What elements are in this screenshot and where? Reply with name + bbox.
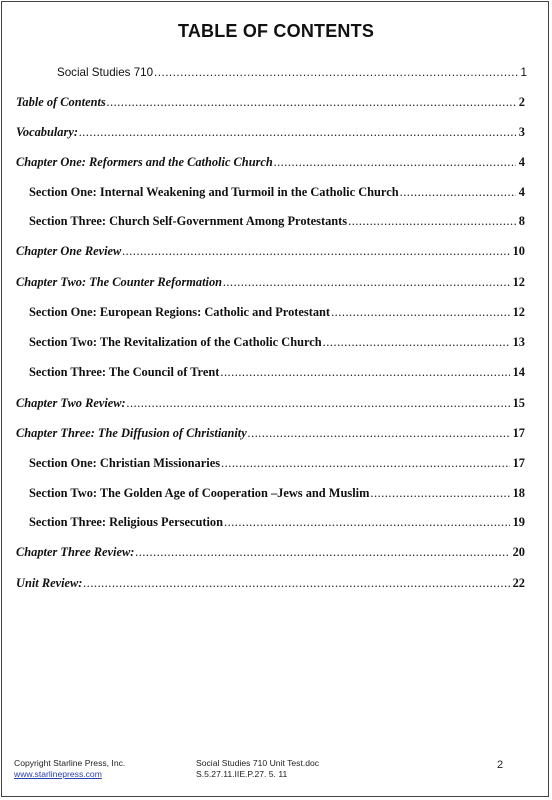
dot-leader (274, 155, 516, 170)
dot-leader (221, 456, 510, 471)
toc-entry-page: 14 (512, 365, 525, 379)
document-code: S.5.27.11.IIE.P.27. 5. 11 (196, 769, 288, 779)
toc-entry-page: 17 (512, 456, 525, 470)
toc-entry-page: 8 (518, 214, 525, 228)
toc-entry-page: 12 (512, 275, 525, 289)
toc-entry-label: Chapter Three: The Diffusion of Christianity (16, 426, 247, 440)
toc-entry-social-studies[interactable] (57, 65, 527, 80)
toc-entry-ch3-section-two[interactable] (29, 486, 525, 501)
toc-entry-ch3-section-one[interactable] (29, 456, 525, 471)
dot-leader (224, 515, 510, 530)
toc-entry-chapter-three[interactable] (16, 426, 525, 441)
toc-entry-label: Section Two: The Revitalization of the Catholic Church (29, 335, 322, 349)
toc-entry-label: Section One: Christian Missionaries (29, 456, 221, 470)
toc-entry-page: 4 (518, 185, 525, 199)
toc-entry-label: Section One: European Regions: Catholic and Protestant (29, 305, 331, 319)
dot-leader (323, 335, 510, 350)
dot-leader (79, 125, 516, 140)
toc-entry-page: 10 (512, 244, 525, 258)
toc-entry-page: 22 (512, 576, 525, 590)
toc-entry-page: 3 (518, 125, 525, 139)
toc-entry-page: 15 (512, 396, 525, 410)
toc-entry-page: 18 (512, 486, 525, 500)
dot-leader (400, 185, 516, 200)
toc-entry-page: 4 (518, 155, 525, 169)
toc-entry-page: 1 (520, 66, 527, 79)
toc-entry-vocabulary[interactable] (16, 125, 525, 140)
toc-entry-label: Social Studies 710 (57, 66, 154, 79)
toc-entry-ch2-section-three[interactable] (29, 365, 525, 380)
toc-entry-label: Section One: Internal Weakening and Turmoil in the Catholic Church (29, 185, 399, 199)
toc-entry-page: 13 (512, 335, 525, 349)
toc-entry-label: Chapter Two: The Counter Reformation (16, 275, 223, 289)
toc-entry-ch1-section-one[interactable] (29, 185, 525, 200)
toc-entry-chapter-two-review[interactable] (16, 396, 525, 411)
toc-entry-table-of-contents[interactable] (16, 95, 525, 110)
toc-entry-page: 2 (518, 95, 525, 109)
toc-entry-label: Chapter One: Reformers and the Catholic Church (16, 155, 273, 169)
toc-entry-page: 20 (512, 545, 525, 559)
toc-entry-label: Table of Contents (16, 95, 106, 109)
toc-entry-unit-review[interactable] (16, 576, 525, 591)
copyright-text: Copyright Starline Press, Inc. (14, 758, 126, 768)
footer-page-number: 2 (497, 759, 504, 771)
dot-leader (154, 65, 518, 80)
footer-copyright-block (14, 758, 125, 780)
dot-leader (248, 426, 510, 441)
dot-leader (127, 396, 510, 411)
dot-leader (223, 275, 510, 290)
toc-entry-chapter-one[interactable] (16, 155, 525, 170)
toc-entry-label: Section Two: The Golden Age of Cooperation –Jews and Muslim (29, 486, 370, 500)
toc-entry-ch2-section-two[interactable] (29, 335, 525, 350)
page-title: TABLE OF CONTENTS (177, 21, 375, 41)
toc-entry-ch2-section-one[interactable] (29, 305, 525, 320)
toc-entry-page: 19 (512, 515, 525, 529)
toc-entry-label: Chapter Three Review: (16, 545, 135, 559)
toc-entry-ch1-section-three[interactable] (29, 214, 525, 229)
toc-entry-label: Section Three: Religious Persecution (29, 515, 223, 529)
toc-entry-label: Vocabulary: (16, 125, 78, 139)
toc-entry-chapter-one-review[interactable] (16, 244, 525, 259)
dot-leader (122, 244, 509, 259)
toc-entry-chapter-three-review[interactable] (16, 545, 525, 560)
footer-document-info (196, 758, 319, 780)
dot-leader (135, 545, 509, 560)
toc-entry-page: 12 (512, 305, 525, 319)
toc-entry-label: Chapter One Review (16, 244, 122, 258)
toc-entry-label: Section Three: Church Self-Government Among Protestants (29, 214, 348, 228)
document-filename: Social Studies 710 Unit Test.doc (196, 758, 320, 768)
toc-entry-chapter-two[interactable] (16, 275, 525, 290)
toc-entry-label: Unit Review: (16, 576, 83, 590)
dot-leader (83, 576, 509, 591)
dot-leader (348, 214, 516, 229)
toc-entry-label: Chapter Two Review: (16, 396, 126, 410)
toc-entry-label: Section Three: The Council of Trent (29, 365, 220, 379)
website-link[interactable]: www.starlinepress.com (14, 769, 102, 779)
dot-leader (107, 95, 516, 110)
dot-leader (220, 365, 509, 380)
toc-entry-ch3-section-three[interactable] (29, 515, 525, 530)
dot-leader (370, 486, 509, 501)
dot-leader (331, 305, 510, 320)
toc-entry-page: 17 (512, 426, 525, 440)
